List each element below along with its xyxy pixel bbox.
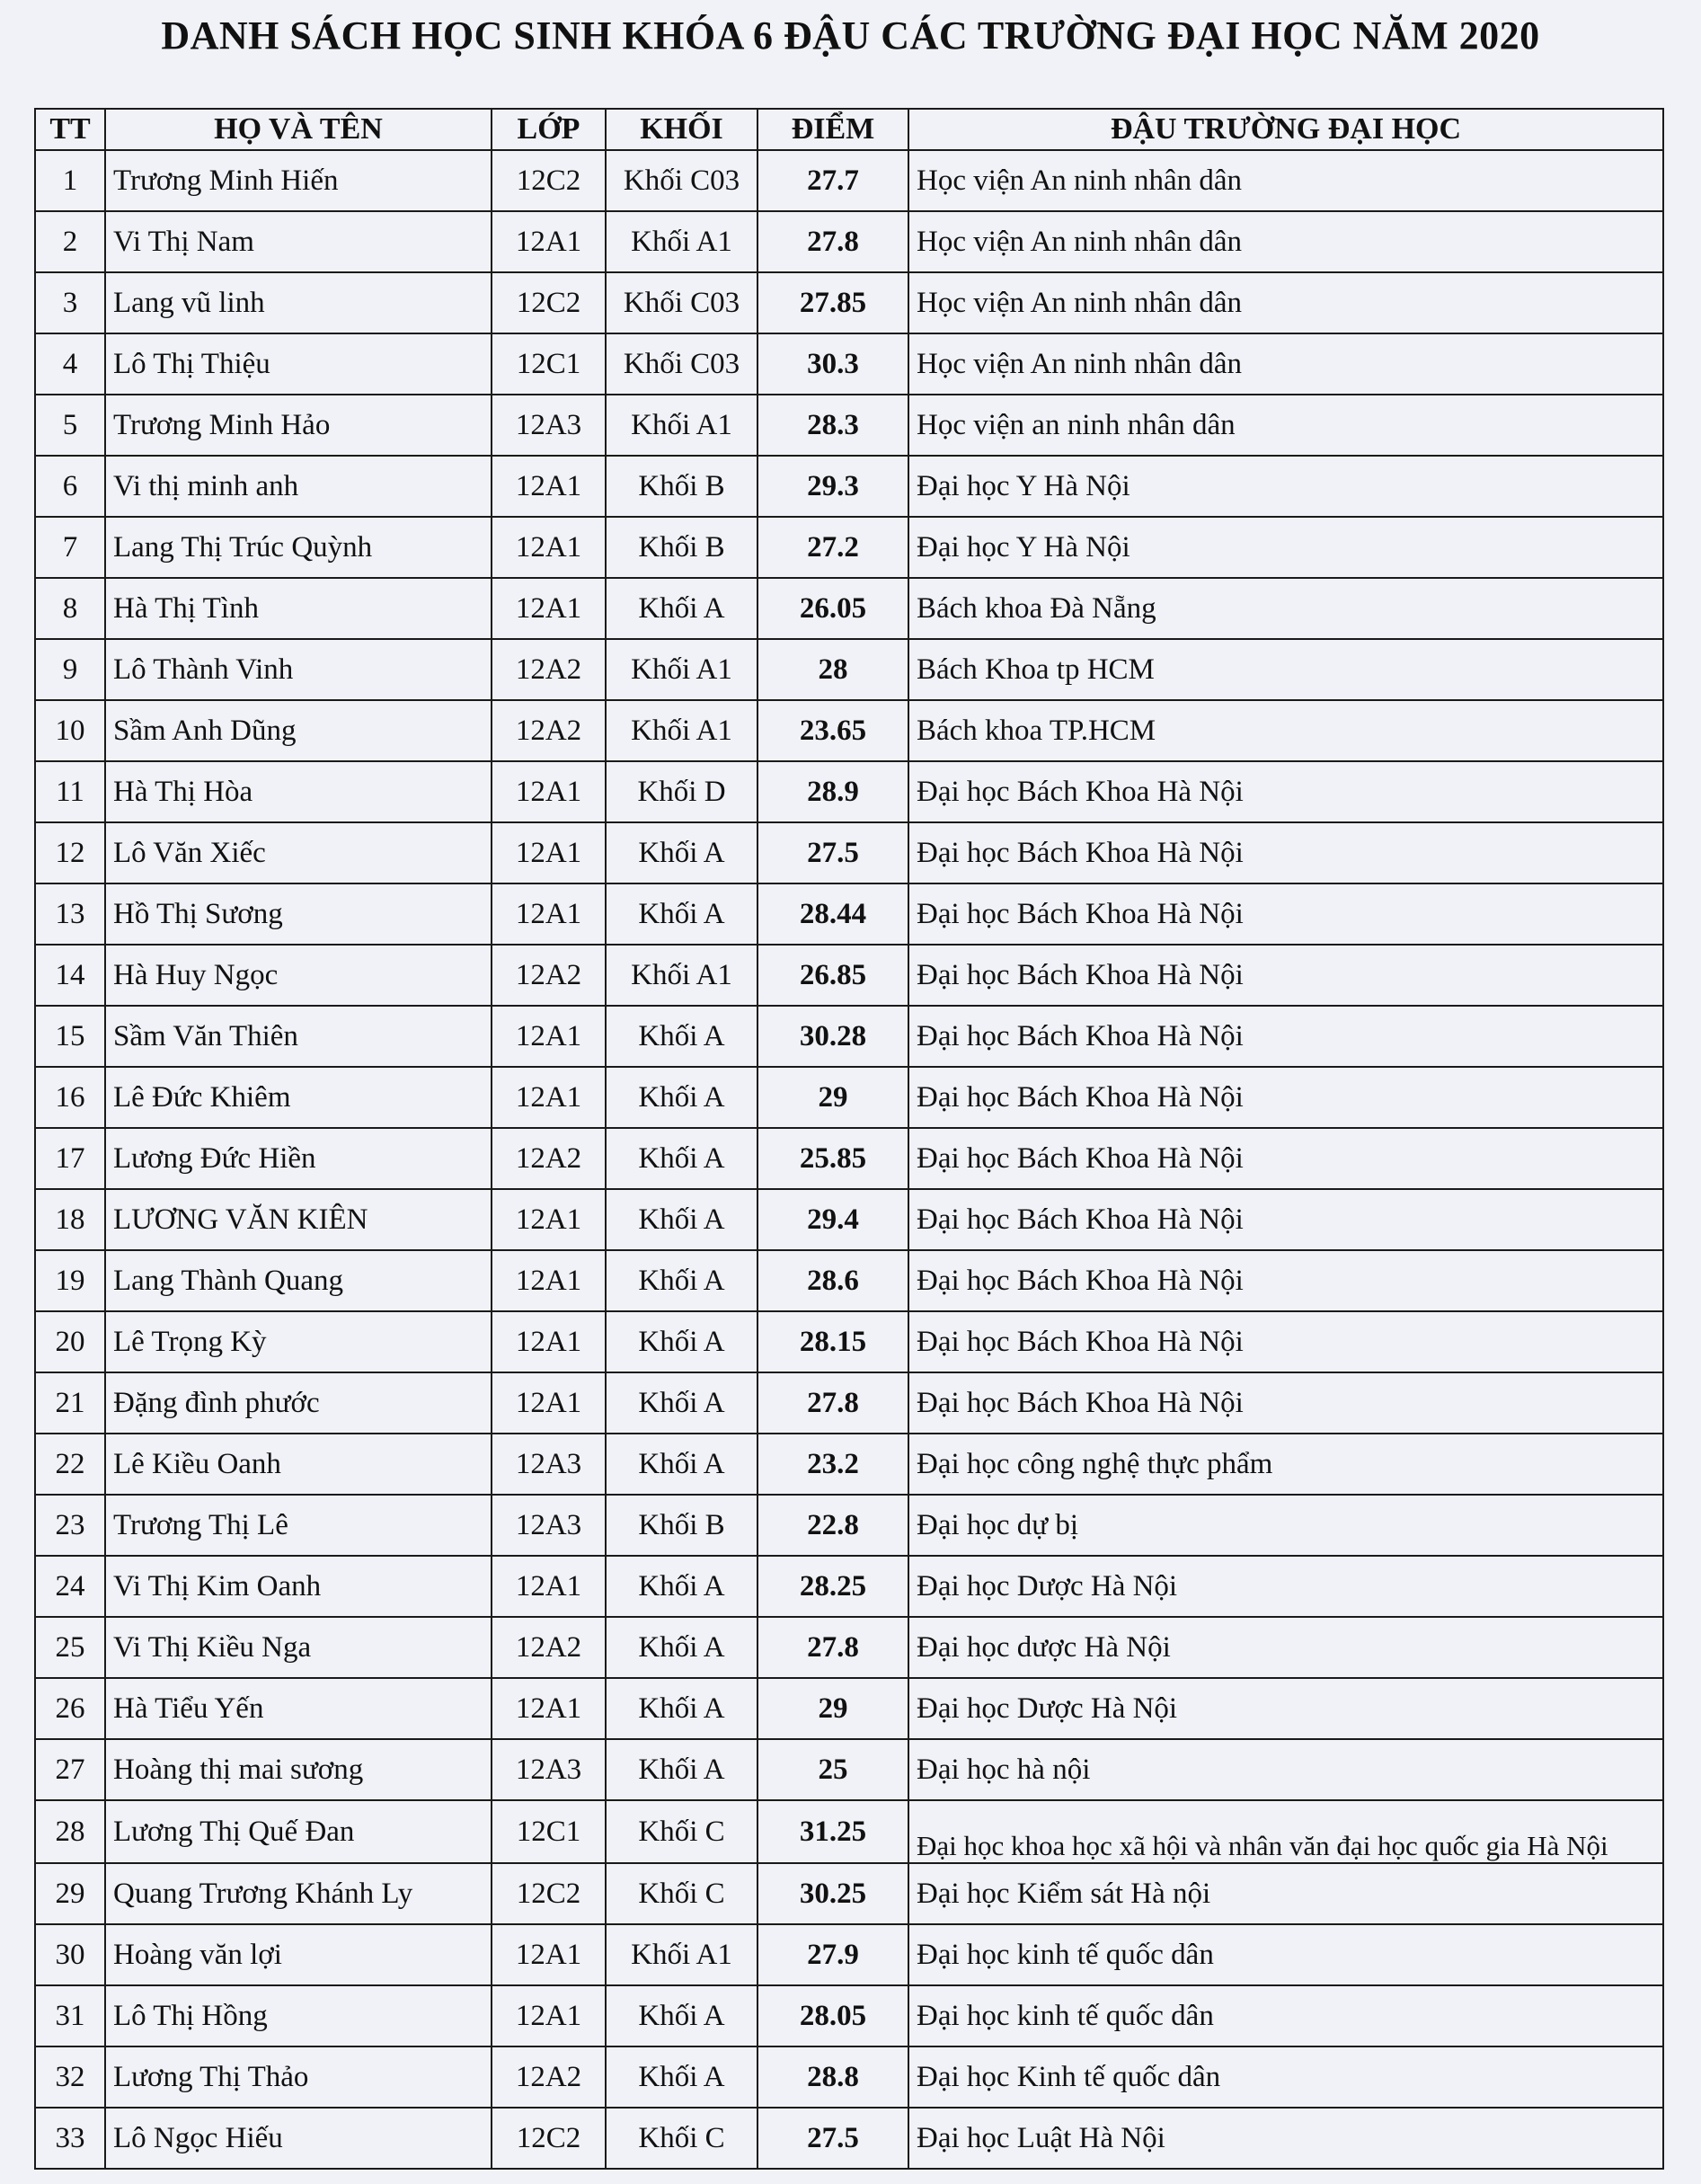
row-block: Khối A [606, 1434, 757, 1495]
table-row [35, 883, 1663, 945]
row-university: Học viện An ninh nhân dân [908, 150, 1663, 211]
row-class: 12A2 [492, 945, 606, 1006]
row-block: Khối C [606, 1863, 757, 1924]
row-class: 12A2 [492, 639, 606, 700]
row-university: Đại học Bách Khoa Hà Nội [908, 1311, 1663, 1372]
row-class: 12A1 [492, 517, 606, 578]
row-tt: 12 [35, 822, 105, 883]
row-university: Đại học kinh tế quốc dân [908, 1985, 1663, 2046]
row-class: 12C1 [492, 333, 606, 395]
row-university: Đại học Kinh tế quốc dân [908, 2046, 1663, 2108]
row-university: Đại học Dược Hà Nội [908, 1556, 1663, 1617]
row-class: 12C1 [492, 1800, 606, 1863]
row-block: Khối A1 [606, 395, 757, 456]
row-block: Khối B [606, 1495, 757, 1556]
row-block: Khối A [606, 578, 757, 639]
row-score: 25 [757, 1739, 908, 1800]
row-class: 12A1 [492, 761, 606, 822]
row-block: Khối C03 [606, 150, 757, 211]
row-class: 12A3 [492, 1739, 606, 1800]
row-block: Khối A [606, 1739, 757, 1800]
row-score: 27.7 [757, 150, 908, 211]
row-class: 12A3 [492, 1434, 606, 1495]
row-score: 27.8 [757, 1617, 908, 1678]
row-name: Hoàng văn lợi [105, 1924, 492, 1985]
row-class: 12A2 [492, 1617, 606, 1678]
table-row [35, 1800, 1663, 1863]
table-row [35, 761, 1663, 822]
row-score: 28 [757, 639, 908, 700]
row-score: 25.85 [757, 1128, 908, 1189]
row-university: Đại học Luật Hà Nội [908, 2108, 1663, 2169]
row-score: 26.05 [757, 578, 908, 639]
row-score: 28.25 [757, 1556, 908, 1617]
row-name: Sầm Văn Thiên [105, 1006, 492, 1067]
row-university: Đại học Bách Khoa Hà Nội [908, 1250, 1663, 1311]
page-title: DANH SÁCH HỌC SINH KHÓA 6 ĐẬU CÁC TRƯỜNG ĐẠI HỌC NĂM 2020 [161, 13, 1540, 58]
row-block: Khối A [606, 1250, 757, 1311]
row-name: Vi Thị Kim Oanh [105, 1556, 492, 1617]
table-row [35, 456, 1663, 517]
row-block: Khối A1 [606, 1924, 757, 1985]
row-block: Khối B [606, 517, 757, 578]
row-university: Học viện An ninh nhân dân [908, 211, 1663, 272]
row-score: 28.44 [757, 883, 908, 945]
table-row [35, 1434, 1663, 1495]
table-row [35, 1985, 1663, 2046]
row-score: 27.2 [757, 517, 908, 578]
row-university: Đại học hà nội [908, 1739, 1663, 1800]
row-university: Đại học công nghệ thực phẩm [908, 1434, 1663, 1495]
table-row [35, 1678, 1663, 1739]
table-row [35, 1863, 1663, 1924]
row-name: Trương Minh Hảo [105, 395, 492, 456]
table-row [35, 639, 1663, 700]
header-block: KHỐI [606, 109, 757, 150]
table-row [35, 1924, 1663, 1985]
table-row [35, 1250, 1663, 1311]
row-tt: 2 [35, 211, 105, 272]
row-score: 22.8 [757, 1495, 908, 1556]
row-tt: 21 [35, 1372, 105, 1434]
row-score: 28.9 [757, 761, 908, 822]
header-name: HỌ VÀ TÊN [105, 109, 492, 150]
row-tt: 4 [35, 333, 105, 395]
row-class: 12A1 [492, 822, 606, 883]
table-row [35, 700, 1663, 761]
row-name: Đặng đình phước [105, 1372, 492, 1434]
row-name: Lang Thành Quang [105, 1250, 492, 1311]
row-name: Trương Thị Lê [105, 1495, 492, 1556]
row-name: LƯƠNG VĂN KIÊN [105, 1189, 492, 1250]
row-block: Khối A [606, 822, 757, 883]
row-block: Khối A [606, 1189, 757, 1250]
row-block: Khối C [606, 2108, 757, 2169]
row-name: Lô Ngọc Hiếu [105, 2108, 492, 2169]
row-tt: 32 [35, 2046, 105, 2108]
row-university: Đại học dược Hà Nội [908, 1617, 1663, 1678]
row-tt: 20 [35, 1311, 105, 1372]
row-tt: 10 [35, 700, 105, 761]
row-name: Vi Thị Nam [105, 211, 492, 272]
row-class: 12A3 [492, 395, 606, 456]
row-university: Bách Khoa tp HCM [908, 639, 1663, 700]
row-name: Lang Thị Trúc Quỳnh [105, 517, 492, 578]
row-name: Lô Thị Hồng [105, 1985, 492, 2046]
row-tt: 29 [35, 1863, 105, 1924]
table-row [35, 1006, 1663, 1067]
row-name: Lê Trọng Kỳ [105, 1311, 492, 1372]
row-tt: 17 [35, 1128, 105, 1189]
row-block: Khối A1 [606, 945, 757, 1006]
row-tt: 8 [35, 578, 105, 639]
row-university: Học viện an ninh nhân dân [908, 395, 1663, 456]
row-name: Lương Đức Hiền [105, 1128, 492, 1189]
row-class: 12A1 [492, 1250, 606, 1311]
row-university: Đại học khoa học xã hội và nhân văn đại học quốc gia Hà Nội [908, 1800, 1663, 1863]
table-row [35, 1067, 1663, 1128]
row-class: 12A1 [492, 1067, 606, 1128]
row-block: Khối A [606, 2046, 757, 2108]
row-class: 12A1 [492, 1006, 606, 1067]
row-university: Đại học Bách Khoa Hà Nội [908, 883, 1663, 945]
row-tt: 30 [35, 1924, 105, 1985]
row-class: 12A1 [492, 1372, 606, 1434]
row-block: Khối A [606, 883, 757, 945]
row-university: Học viện An ninh nhân dân [908, 272, 1663, 333]
row-university: Đại học Bách Khoa Hà Nội [908, 761, 1663, 822]
table-row [35, 1372, 1663, 1434]
header-class: LỚP [492, 109, 606, 150]
row-class: 12A1 [492, 883, 606, 945]
results-table [34, 108, 1664, 2170]
row-block: Khối C [606, 1800, 757, 1863]
table-row [35, 395, 1663, 456]
row-block: Khối A [606, 1311, 757, 1372]
table-row [35, 822, 1663, 883]
row-score: 27.85 [757, 272, 908, 333]
row-score: 30.3 [757, 333, 908, 395]
row-block: Khối A [606, 1128, 757, 1189]
row-class: 12A1 [492, 1924, 606, 1985]
row-class: 12A3 [492, 1495, 606, 1556]
row-name: Trương Minh Hiến [105, 150, 492, 211]
row-tt: 9 [35, 639, 105, 700]
row-class: 12A1 [492, 1985, 606, 2046]
row-name: Hà Tiểu Yến [105, 1678, 492, 1739]
row-name: Sầm Anh Dũng [105, 700, 492, 761]
row-score: 23.2 [757, 1434, 908, 1495]
table-row [35, 517, 1663, 578]
row-block: Khối A [606, 1985, 757, 2046]
table-row [35, 945, 1663, 1006]
row-tt: 28 [35, 1800, 105, 1863]
row-tt: 18 [35, 1189, 105, 1250]
row-tt: 23 [35, 1495, 105, 1556]
row-university: Đại học Bách Khoa Hà Nội [908, 1006, 1663, 1067]
row-tt: 31 [35, 1985, 105, 2046]
row-name: Lô Thành Vinh [105, 639, 492, 700]
row-name: Lương Thị Thảo [105, 2046, 492, 2108]
row-name: Quang Trương Khánh Ly [105, 1863, 492, 1924]
row-tt: 24 [35, 1556, 105, 1617]
row-class: 12A1 [492, 1556, 606, 1617]
row-name: Lương Thị Quế Đan [105, 1800, 492, 1863]
row-block: Khối A [606, 1617, 757, 1678]
row-block: Khối A [606, 1006, 757, 1067]
row-score: 30.25 [757, 1863, 908, 1924]
row-university: Đại học Kiểm sát Hà nội [908, 1863, 1663, 1924]
row-university: Đại học dự bị [908, 1495, 1663, 1556]
table-row [35, 211, 1663, 272]
row-score: 28.3 [757, 395, 908, 456]
row-class: 12A1 [492, 456, 606, 517]
table-row [35, 1556, 1663, 1617]
row-university: Bách khoa Đà Nẵng [908, 578, 1663, 639]
header-score: ĐIỂM [757, 109, 908, 150]
row-tt: 13 [35, 883, 105, 945]
row-tt: 1 [35, 150, 105, 211]
table-body [35, 150, 1663, 2169]
table-row [35, 333, 1663, 395]
table-row [35, 1739, 1663, 1800]
row-block: Khối C03 [606, 333, 757, 395]
row-tt: 5 [35, 395, 105, 456]
row-university: Đại học Bách Khoa Hà Nội [908, 1128, 1663, 1189]
row-block: Khối A [606, 1372, 757, 1434]
row-block: Khối C03 [606, 272, 757, 333]
row-tt: 26 [35, 1678, 105, 1739]
row-university: Học viện An ninh nhân dân [908, 333, 1663, 395]
row-class: 12A1 [492, 211, 606, 272]
header-tt: TT [35, 109, 105, 150]
row-score: 27.5 [757, 2108, 908, 2169]
table-row [35, 1311, 1663, 1372]
table-row [35, 2108, 1663, 2169]
row-name: Hà Thị Hòa [105, 761, 492, 822]
table-row [35, 1495, 1663, 1556]
row-name: Lô Văn Xiếc [105, 822, 492, 883]
row-name: Hồ Thị Sương [105, 883, 492, 945]
row-class: 12A1 [492, 1678, 606, 1739]
row-class: 12A2 [492, 700, 606, 761]
row-university: Đại học Bách Khoa Hà Nội [908, 1372, 1663, 1434]
row-class: 12A2 [492, 1128, 606, 1189]
row-block: Khối A [606, 1678, 757, 1739]
row-block: Khối D [606, 761, 757, 822]
row-university: Đại học Y Hà Nội [908, 456, 1663, 517]
row-score: 27.8 [757, 211, 908, 272]
row-score: 29 [757, 1067, 908, 1128]
row-name: Lê Đức Khiêm [105, 1067, 492, 1128]
row-score: 27.5 [757, 822, 908, 883]
table-row [35, 1617, 1663, 1678]
row-name: Vi Thị Kiều Nga [105, 1617, 492, 1678]
row-tt: 7 [35, 517, 105, 578]
row-tt: 3 [35, 272, 105, 333]
row-university: Đại học Dược Hà Nội [908, 1678, 1663, 1739]
row-score: 31.25 [757, 1800, 908, 1863]
row-university: Đại học Y Hà Nội [908, 517, 1663, 578]
row-name: Hà Thị Tình [105, 578, 492, 639]
row-score: 28.6 [757, 1250, 908, 1311]
row-tt: 19 [35, 1250, 105, 1311]
row-tt: 14 [35, 945, 105, 1006]
row-class: 12A1 [492, 1189, 606, 1250]
row-name: Lang vũ linh [105, 272, 492, 333]
table-row [35, 150, 1663, 211]
row-tt: 6 [35, 456, 105, 517]
row-university: Bách khoa TP.HCM [908, 700, 1663, 761]
row-name: Lô Thị Thiệu [105, 333, 492, 395]
row-class: 12A1 [492, 1311, 606, 1372]
row-tt: 15 [35, 1006, 105, 1067]
row-name: Hoàng thị mai sương [105, 1739, 492, 1800]
row-block: Khối A1 [606, 211, 757, 272]
row-score: 28.8 [757, 2046, 908, 2108]
row-block: Khối A [606, 1067, 757, 1128]
row-score: 27.9 [757, 1924, 908, 1985]
table-row [35, 578, 1663, 639]
table-row [35, 2046, 1663, 2108]
row-block: Khối A1 [606, 700, 757, 761]
row-university: Đại học kinh tế quốc dân [908, 1924, 1663, 1985]
row-class: 12C2 [492, 1863, 606, 1924]
row-score: 30.28 [757, 1006, 908, 1067]
table-row [35, 272, 1663, 333]
row-tt: 11 [35, 761, 105, 822]
row-university: Đại học Bách Khoa Hà Nội [908, 1067, 1663, 1128]
row-class: 12C2 [492, 272, 606, 333]
row-class: 12C2 [492, 150, 606, 211]
row-score: 23.65 [757, 700, 908, 761]
header-university: ĐẬU TRƯỜNG ĐẠI HỌC [908, 109, 1663, 150]
row-class: 12A2 [492, 2046, 606, 2108]
row-score: 27.8 [757, 1372, 908, 1434]
table-header-row [35, 109, 1663, 150]
row-score: 28.05 [757, 1985, 908, 2046]
table-row [35, 1128, 1663, 1189]
row-block: Khối A1 [606, 639, 757, 700]
row-name: Vi thị minh anh [105, 456, 492, 517]
row-block: Khối A [606, 1556, 757, 1617]
row-block: Khối B [606, 456, 757, 517]
row-name: Hà Huy Ngọc [105, 945, 492, 1006]
row-tt: 33 [35, 2108, 105, 2169]
row-score: 29.3 [757, 456, 908, 517]
row-score: 29 [757, 1678, 908, 1739]
row-tt: 22 [35, 1434, 105, 1495]
row-score: 26.85 [757, 945, 908, 1006]
row-university: Đại học Bách Khoa Hà Nội [908, 1189, 1663, 1250]
row-university: Đại học Bách Khoa Hà Nội [908, 822, 1663, 883]
row-score: 28.15 [757, 1311, 908, 1372]
row-class: 12C2 [492, 2108, 606, 2169]
row-tt: 16 [35, 1067, 105, 1128]
row-name: Lê Kiều Oanh [105, 1434, 492, 1495]
table-row [35, 1189, 1663, 1250]
row-tt: 27 [35, 1739, 105, 1800]
row-university: Đại học Bách Khoa Hà Nội [908, 945, 1663, 1006]
row-class: 12A1 [492, 578, 606, 639]
row-score: 29.4 [757, 1189, 908, 1250]
row-tt: 25 [35, 1617, 105, 1678]
